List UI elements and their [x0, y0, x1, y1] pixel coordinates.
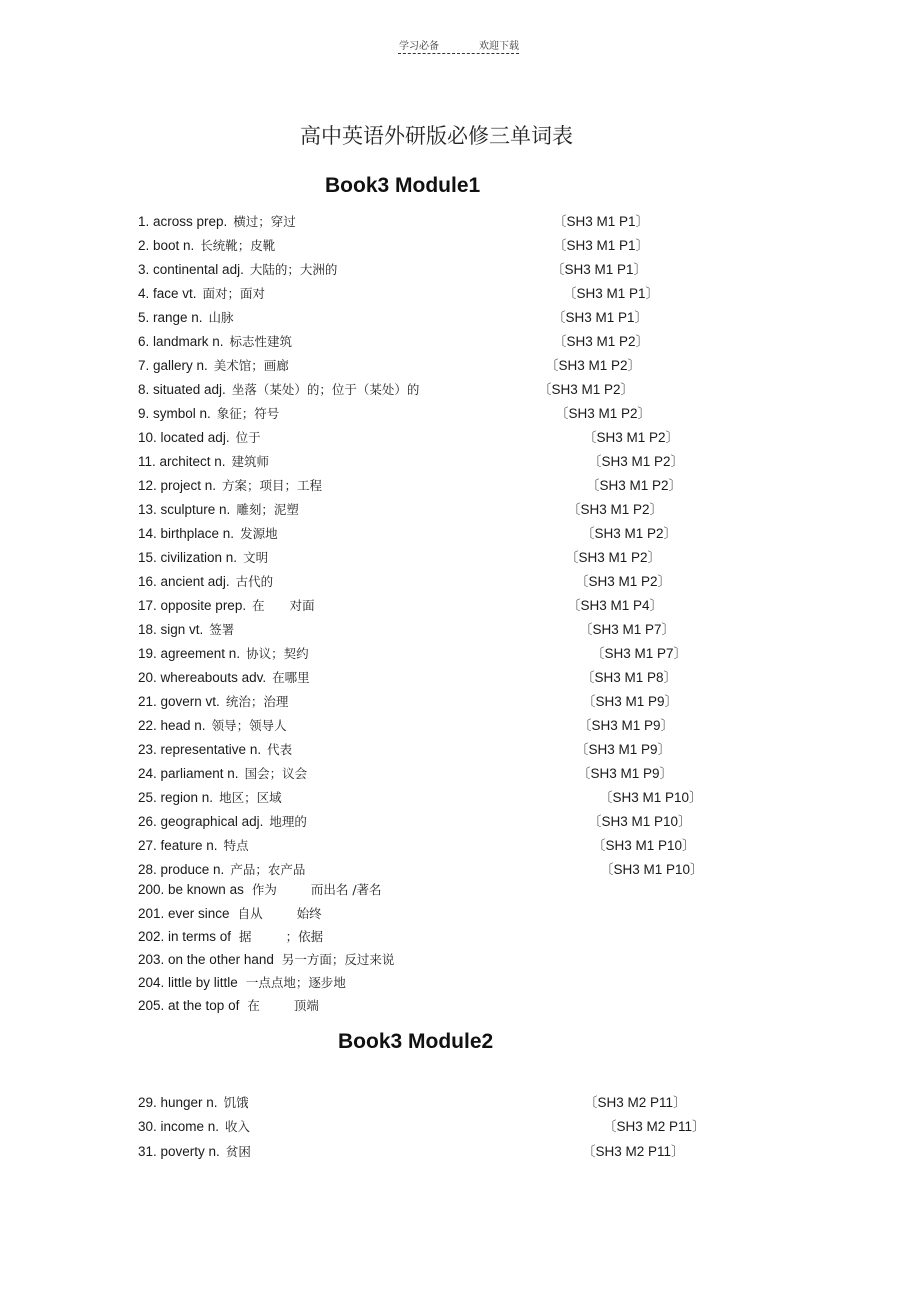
- phrase-meaning-part1: 一点点地；逐步地: [245, 975, 346, 990]
- entry-reference: 〔SH3 M1 P9〕: [577, 766, 674, 781]
- entry-word: 19. agreement n.: [138, 646, 241, 661]
- entry-meaning: 山脉: [208, 310, 234, 325]
- phrase-entry: [138, 927, 323, 947]
- entry-meaning: 横过；穿过: [233, 214, 296, 229]
- phrase-meaning-part2: 而出名 /著名: [310, 882, 382, 897]
- header-left-text: 学习必备: [399, 41, 439, 52]
- entry-meaning: 发源地: [240, 526, 278, 541]
- entry-reference: 〔SH3 M1 P1〕: [553, 214, 650, 229]
- phrase-entry: [138, 950, 394, 970]
- entry-meaning: 饥饿: [223, 1095, 249, 1110]
- word-entry: [138, 692, 878, 712]
- entry-word: 7. gallery n.: [138, 358, 208, 373]
- header-right-text: 欢迎下载: [479, 41, 519, 52]
- phrase-text: 202. in terms of: [138, 929, 232, 944]
- word-entry: [138, 260, 878, 280]
- word-entry: [138, 1142, 878, 1162]
- entry-reference: 〔SH3 M1 P4〕: [567, 598, 664, 613]
- entry-meaning: 国会；议会: [244, 766, 308, 781]
- entry-meaning: 签署: [209, 622, 235, 637]
- entry-meaning: 古代的: [235, 574, 274, 589]
- entry-meaning: 象征；符号: [216, 406, 280, 421]
- entry-reference: 〔SH3 M1 P2〕: [583, 430, 680, 445]
- word-entry: [138, 548, 878, 568]
- entry-word: 6. landmark n.: [138, 334, 224, 349]
- entry-meaning: 代表: [267, 742, 293, 757]
- entry-reference: 〔SH3 M1 P2〕: [555, 406, 652, 421]
- entry-reference: 〔SH3 M1 P2〕: [588, 454, 685, 469]
- entry-word: 11. architect n.: [138, 454, 226, 469]
- entry-meaning: 地理的: [269, 814, 307, 829]
- page-header: [399, 37, 519, 52]
- entry-meaning: 面对；面对: [202, 286, 266, 301]
- entry-meaning: 收入: [225, 1119, 251, 1134]
- entry-meaning: 领导；领导人: [211, 718, 287, 733]
- entry-reference: 〔SH3 M1 P2〕: [545, 358, 642, 373]
- phrase-meaning-part2: 顶端: [293, 998, 319, 1013]
- entry-meaning: 文明: [243, 550, 269, 565]
- word-entry: [138, 1093, 878, 1113]
- entry-word: 13. sculpture n.: [138, 502, 231, 517]
- entry-reference: 〔SH3 M1 P2〕: [586, 478, 683, 493]
- entry-meaning: 雕刻；泥塑: [236, 502, 299, 517]
- entry-meaning: 协议；契约: [246, 646, 309, 661]
- entry-meaning: 方案；项目；工程: [222, 478, 323, 493]
- phrase-text: 204. little by little: [138, 975, 238, 990]
- phrase-meaning-part1: 另一方面；反过来说: [281, 952, 395, 967]
- entry-reference: 〔SH3 M1 P1〕: [563, 286, 660, 301]
- phrase-meaning-part1: 自从: [237, 906, 263, 921]
- phrase-entry: [138, 880, 382, 900]
- entry-word: 16. ancient adj.: [138, 574, 230, 589]
- entry-word: 18. sign vt.: [138, 622, 204, 637]
- entry-reference: 〔SH3 M2 P11〕: [603, 1119, 706, 1134]
- entry-reference: 〔SH3 M1 P9〕: [582, 694, 679, 709]
- entry-meaning: 地区；区域: [219, 790, 282, 805]
- phrase-meaning-part2: ；依据: [285, 929, 324, 944]
- phrase-text: 200. be known as: [138, 882, 244, 897]
- word-entry: [138, 716, 878, 736]
- word-entry: [138, 356, 878, 376]
- word-entry: [138, 644, 878, 664]
- entry-reference: 〔SH3 M1 P9〕: [578, 718, 675, 733]
- word-entry: [138, 476, 878, 496]
- entry-word: 17. opposite prep.: [138, 598, 247, 613]
- word-entry: [138, 284, 878, 304]
- word-entry: [138, 668, 878, 688]
- entry-word: 1. across prep.: [138, 214, 228, 229]
- entry-reference: 〔SH3 M2 P11〕: [584, 1095, 687, 1110]
- phrase-meaning-part1: 作为: [251, 882, 277, 897]
- entry-meaning: 在 对面: [252, 598, 315, 613]
- header-divider: [398, 53, 519, 54]
- entry-reference: 〔SH3 M1 P2〕: [567, 502, 664, 517]
- entry-word: 3. continental adj.: [138, 262, 244, 277]
- entry-reference: 〔SH3 M1 P1〕: [553, 238, 650, 253]
- entry-reference: 〔SH3 M2 P11〕: [582, 1144, 685, 1159]
- word-entry: [138, 524, 878, 544]
- entry-reference: 〔SH3 M1 P2〕: [581, 526, 678, 541]
- entry-word: 25. region n.: [138, 790, 214, 805]
- entry-word: 23. representative n.: [138, 742, 262, 757]
- word-entry: [138, 860, 878, 880]
- word-entry: [138, 836, 878, 856]
- entry-word: 8. situated adj.: [138, 382, 226, 397]
- entry-reference: 〔SH3 M1 P2〕: [553, 334, 650, 349]
- entry-word: 14. birthplace n.: [138, 526, 235, 541]
- entry-word: 2. boot n.: [138, 238, 195, 253]
- entry-word: 5. range n.: [138, 310, 203, 325]
- entry-word: 10. located adj.: [138, 430, 230, 445]
- word-entry: [138, 812, 878, 832]
- entry-word: 12. project n.: [138, 478, 217, 493]
- phrase-text: 203. on the other hand: [138, 952, 274, 967]
- word-entry: [138, 788, 878, 808]
- entry-word: 20. whereabouts adv.: [138, 670, 267, 685]
- entry-reference: 〔SH3 M1 P7〕: [579, 622, 676, 637]
- entry-meaning: 标志性建筑: [229, 334, 293, 349]
- entry-word: 31. poverty n.: [138, 1144, 220, 1159]
- entry-meaning: 坐落（某处）的；位于（某处）的: [231, 382, 420, 397]
- entry-reference: 〔SH3 M1 P8〕: [581, 670, 678, 685]
- phrase-entry: [138, 904, 322, 924]
- entry-meaning: 统治；治理: [225, 694, 289, 709]
- phrase-meaning-part1: 在: [247, 998, 260, 1013]
- entry-reference: 〔SH3 M1 P1〕: [551, 262, 648, 277]
- entry-word: 15. civilization n.: [138, 550, 238, 565]
- entry-reference: 〔SH3 M1 P10〕: [599, 790, 703, 805]
- entry-word: 29. hunger n.: [138, 1095, 218, 1110]
- entry-reference: 〔SH3 M1 P7〕: [591, 646, 688, 661]
- word-entry: [138, 500, 878, 520]
- entry-word: 9. symbol n.: [138, 406, 211, 421]
- phrase-meaning-part1: 据: [239, 929, 252, 944]
- word-entry: [138, 212, 878, 232]
- word-entry: [138, 764, 878, 784]
- entry-meaning: 贫困: [225, 1144, 251, 1159]
- entry-reference: 〔SH3 M1 P2〕: [538, 382, 635, 397]
- entry-reference: 〔SH3 M1 P1〕: [552, 310, 649, 325]
- entry-reference: 〔SH3 M1 P2〕: [575, 574, 672, 589]
- document-title: 高中英语外研版必修三单词表: [300, 124, 573, 148]
- word-entry: [138, 1117, 878, 1137]
- entry-reference: 〔SH3 M1 P10〕: [588, 814, 692, 829]
- word-entry: [138, 380, 878, 400]
- entry-meaning: 在哪里: [272, 670, 310, 685]
- entry-word: 24. parliament n.: [138, 766, 239, 781]
- entry-meaning: 大陆的；大洲的: [249, 262, 338, 277]
- phrase-text: 201. ever since: [138, 906, 230, 921]
- entry-meaning: 产品；农产品: [230, 862, 306, 877]
- phrase-meaning-part2: 始终: [296, 906, 322, 921]
- entry-word: 30. income n.: [138, 1119, 220, 1134]
- entry-reference: 〔SH3 M1 P10〕: [592, 838, 696, 853]
- word-entry: [138, 332, 878, 352]
- entry-meaning: 美术馆；画廊: [213, 358, 289, 373]
- phrase-text: 205. at the top of: [138, 998, 240, 1013]
- phrase-entry: [138, 973, 346, 993]
- entry-word: 27. feature n.: [138, 838, 218, 853]
- entry-meaning: 长统靴；皮靴: [200, 238, 276, 253]
- entry-reference: 〔SH3 M1 P9〕: [575, 742, 672, 757]
- entry-word: 28. produce n.: [138, 862, 225, 877]
- word-entry: [138, 596, 878, 616]
- module-2-title: Book3 Module2: [338, 1030, 494, 1053]
- word-entry: [138, 740, 878, 760]
- word-entry: [138, 572, 878, 592]
- module-1-title: Book3 Module1: [325, 174, 481, 197]
- entry-meaning: 建筑师: [231, 454, 270, 469]
- entry-reference: 〔SH3 M1 P10〕: [600, 862, 704, 877]
- word-entry: [138, 452, 878, 472]
- word-entry: [138, 428, 878, 448]
- phrase-entry: [138, 996, 319, 1016]
- entry-word: 21. govern vt.: [138, 694, 220, 709]
- word-entry: [138, 620, 878, 640]
- entry-word: 26. geographical adj.: [138, 814, 264, 829]
- entry-reference: 〔SH3 M1 P2〕: [565, 550, 662, 565]
- entry-meaning: 特点: [223, 838, 249, 853]
- word-entry: [138, 236, 878, 256]
- word-entry: [138, 308, 878, 328]
- entry-meaning: 位于: [235, 430, 261, 445]
- entry-word: 22. head n.: [138, 718, 206, 733]
- word-entry: [138, 404, 878, 424]
- entry-word: 4. face vt.: [138, 286, 197, 301]
